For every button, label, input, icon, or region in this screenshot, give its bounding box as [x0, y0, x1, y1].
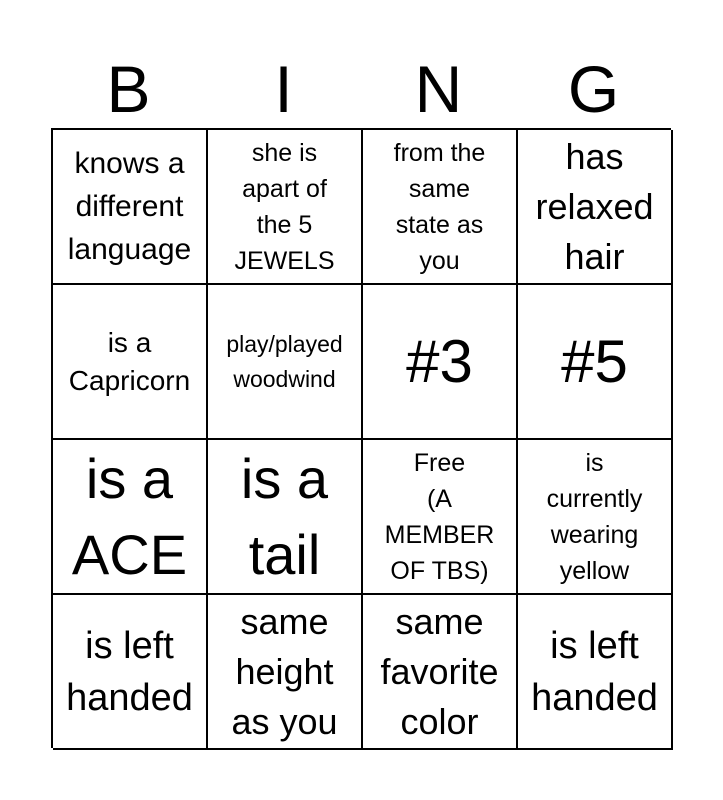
bingo-cell — [53, 130, 208, 285]
bingo-cell — [363, 595, 518, 750]
cell-text: is left handed — [531, 624, 658, 719]
bingo-cell — [518, 285, 673, 440]
header-letter-i: I — [274, 52, 293, 126]
header-letter-g: G — [567, 52, 620, 126]
bingo-cell — [363, 130, 518, 285]
cell-text: #3 — [406, 327, 473, 395]
cell-text: is a ACE — [71, 446, 188, 586]
cell-text: same height as you — [231, 600, 338, 742]
bingo-cell — [363, 440, 518, 595]
header-letter-n: N — [414, 52, 463, 126]
bingo-cell — [518, 595, 673, 750]
cell-text: is currently wearing yellow — [546, 448, 643, 585]
bingo-header — [51, 50, 671, 128]
bingo-cell — [53, 595, 208, 750]
bingo-cell — [53, 440, 208, 595]
bingo-grid — [51, 128, 671, 748]
cell-text: #5 — [561, 327, 628, 395]
bingo-cell — [208, 130, 363, 285]
bingo-cell — [363, 285, 518, 440]
bingo-cell — [518, 440, 673, 595]
cell-text: she is apart of the 5 JEWELS — [234, 138, 335, 275]
bingo-cell — [208, 595, 363, 750]
header-letter-b: B — [106, 52, 151, 126]
bingo-cell — [518, 130, 673, 285]
cell-text: knows a different language — [67, 147, 192, 266]
cell-text: is left handed — [66, 624, 193, 719]
cell-text: is a tail — [240, 446, 329, 586]
cell-text: play/played woodwind — [226, 330, 343, 392]
cell-text: is a Capricorn — [68, 326, 191, 396]
cell-text: same favorite color — [380, 600, 499, 742]
bingo-cell — [208, 285, 363, 440]
bingo-cell — [53, 285, 208, 440]
bingo-cell — [208, 440, 363, 595]
cell-text: Free (A MEMBER OF TBS) — [384, 448, 495, 585]
cell-text: has relaxed hair — [535, 135, 654, 277]
cell-text: from the same state as you — [393, 138, 486, 275]
